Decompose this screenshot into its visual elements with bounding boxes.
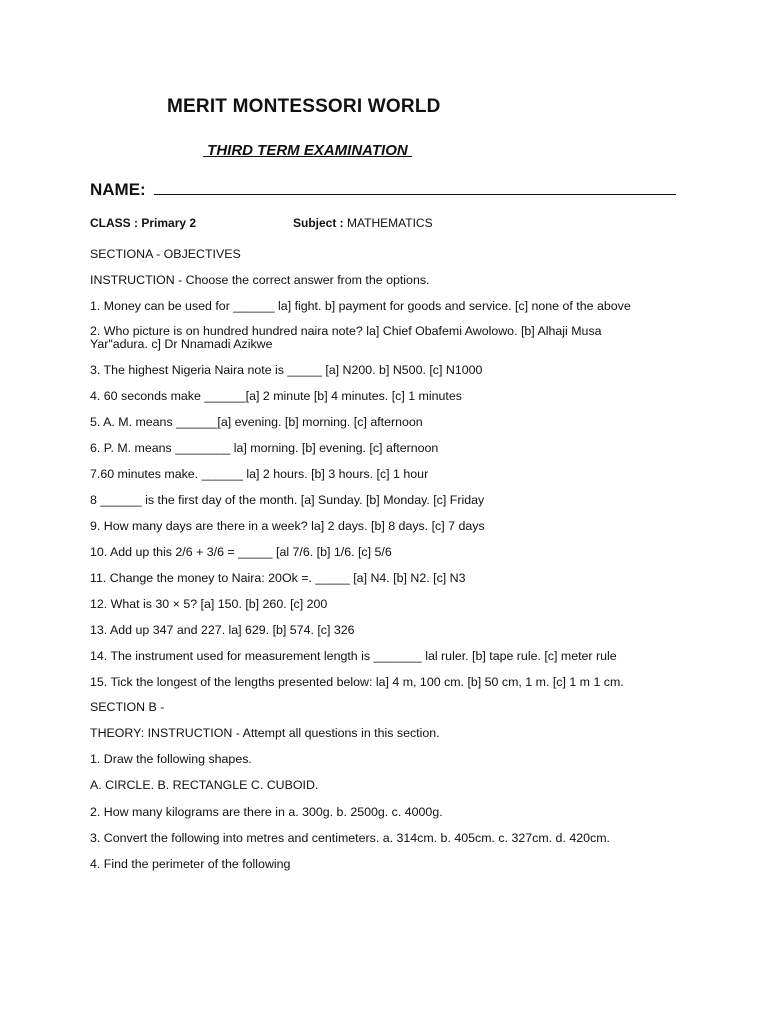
subject-label: Subject : xyxy=(293,216,344,230)
theory-question-2: 2. How many kilograms are there in a. 300g. b. 2500g. c. 4000g. xyxy=(90,805,443,819)
question-12: 12. What is 30 × 5? [a] 150. [b] 260. [c] 200 xyxy=(90,597,328,611)
theory-shapes: A. CIRCLE. B. RECTANGLE C. CUBOID. xyxy=(90,778,319,792)
subject-info xyxy=(293,216,433,230)
section-a-title: SECTIONA - OBJECTIVES xyxy=(90,247,241,261)
class-value: Primary 2 xyxy=(141,216,197,230)
name-row xyxy=(90,178,676,200)
section-b-title: SECTION B - xyxy=(90,700,165,714)
question-4: 4. 60 seconds make ______[a] 2 minute [b] 4 minutes. [c] 1 minutes xyxy=(90,389,462,403)
question-6: 6. P. M. means ________ la] morning. [b] evening. [c] afternoon xyxy=(90,441,439,455)
theory-question-1: 1. Draw the following shapes. xyxy=(90,752,252,766)
class-info xyxy=(90,216,196,230)
question-10: 10. Add up this 2/6 + 3/6 = _____ [al 7/6. [b] 1/6. [c] 5/6 xyxy=(90,545,392,559)
subject-value: MATHEMATICS xyxy=(347,216,433,230)
exam-title: THIRD TERM EXAMINATION xyxy=(203,142,412,159)
question-13: 13. Add up 347 and 227. la] 629. [b] 574. [c] 326 xyxy=(90,623,355,637)
name-label: NAME: xyxy=(90,180,146,199)
question-8: 8 ______ is the first day of the month. [a] Sunday. [b] Monday. [c] Friday xyxy=(90,493,485,507)
question-11: 11. Change the money to Naira: 20Ok =. _____ [a] N4. [b] N2. [c] N3 xyxy=(90,571,466,585)
school-title: MERIT MONTESSORI WORLD xyxy=(167,96,441,117)
name-blank-line xyxy=(154,178,676,195)
question-3: 3. The highest Nigeria Naira note is _____ [a] N200. b] N500. [c] N1000 xyxy=(90,363,483,377)
question-7: 7.60 minutes make. ______ la] 2 hours. [b] 3 hours. [c] 1 hour xyxy=(90,467,429,481)
question-2: 2. Who picture is on hundred hundred naira note? la] Chief Obafemi Awolowo. [b] Alhaji Musa Yar"adura. c] Dr Nnamadi Azikwe xyxy=(90,324,602,351)
question-9: 9. How many days are there in a week? la] 2 days. [b] 8 days. [c] 7 days xyxy=(90,519,485,533)
section-b-instruction: THEORY: INSTRUCTION - Attempt all questions in this section. xyxy=(90,726,440,740)
theory-question-4: 4. Find the perimeter of the following xyxy=(90,857,291,871)
section-a-instruction: INSTRUCTION - Choose the correct answer from the options. xyxy=(90,273,430,287)
question-14: 14. The instrument used for measurement length is _______ lal ruler. [b] tape rule. [c] meter rule xyxy=(90,649,617,663)
question-1: 1. Money can be used for ______ la] fight. b] payment for goods and service. [c] none of the above xyxy=(90,299,631,313)
theory-question-3: 3. Convert the following into metres and centimeters. a. 314cm. b. 405cm. c. 327cm. d. 420cm. xyxy=(90,831,610,845)
question-15: 15. Tick the longest of the lengths presented below: la] 4 m, 100 cm. [b] 50 cm, 1 m. [c] 1 m 1 cm. xyxy=(90,675,624,689)
question-5: 5. A. M. means ______[a] evening. [b] morning. [c] afternoon xyxy=(90,415,423,429)
class-label: CLASS : xyxy=(90,216,138,230)
